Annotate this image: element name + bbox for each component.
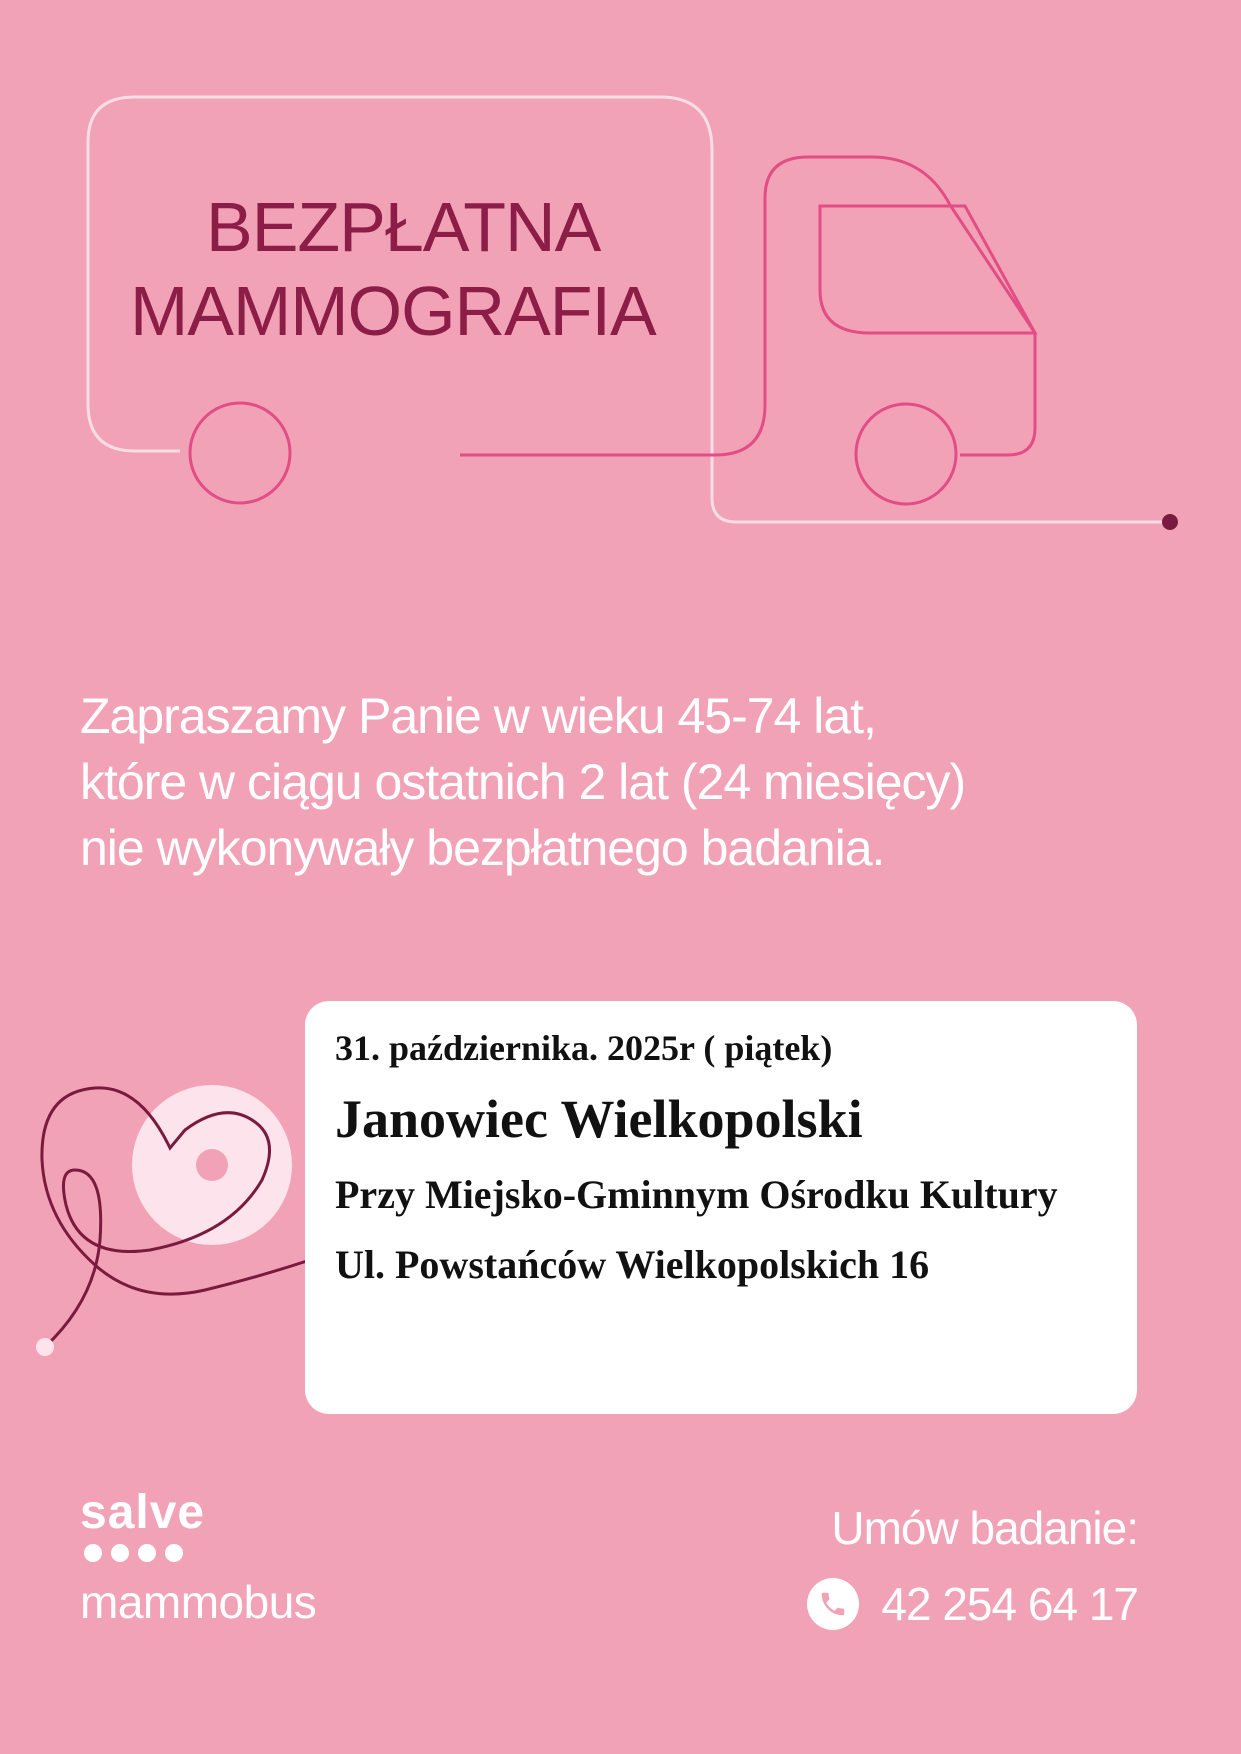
nipple-dot (196, 1149, 228, 1181)
heart-illustration (0, 1060, 320, 1360)
rear-wheel (190, 403, 290, 503)
logo-dot (165, 1544, 183, 1562)
phone-row[interactable] (807, 1576, 1138, 1632)
cab-window (820, 206, 1035, 333)
event-details-card (305, 1001, 1137, 1414)
contact-block (807, 1500, 1138, 1632)
event-street: Ul. Powstańców Wielkopolskich 16 (335, 1242, 930, 1287)
phone-number[interactable]: 42 254 64 17 (881, 1578, 1138, 1630)
title-line-2: MAMMOGRAFIA (130, 272, 656, 350)
invite-line-1: Zapraszamy Panie w wieku 45-74 lat, (80, 688, 876, 744)
logo-dot (111, 1544, 129, 1562)
salve-mammobus-logo (80, 1488, 316, 1630)
invite-line-2: które w ciągu ostatnich 2 lat (24 miesięcy) (80, 754, 966, 810)
logo-dot (138, 1544, 156, 1562)
line-end-dot (1162, 514, 1178, 530)
logo-mammobus: mammobus (80, 1576, 317, 1628)
event-city: Janowiec Wielkopolski (335, 1089, 863, 1149)
ribbon-end-dot (36, 1338, 54, 1356)
invitation-text (80, 683, 1190, 881)
contact-label: Umów badanie: (831, 1502, 1138, 1554)
title-line-1: BEZPŁATNA (206, 188, 601, 266)
event-date: 31. października. 2025r ( piątek) (335, 1028, 833, 1068)
page-title (130, 185, 690, 353)
event-place: Przy Miejsko-Gminnym Ośrodku Kultury (335, 1172, 1058, 1217)
logo-dots (84, 1544, 316, 1562)
phone-icon (807, 1578, 859, 1630)
logo-dot (84, 1544, 102, 1562)
logo-salve: salve (80, 1486, 206, 1539)
front-wheel (856, 404, 956, 504)
invite-line-3: nie wykonywały bezpłatnego badania. (80, 820, 885, 876)
